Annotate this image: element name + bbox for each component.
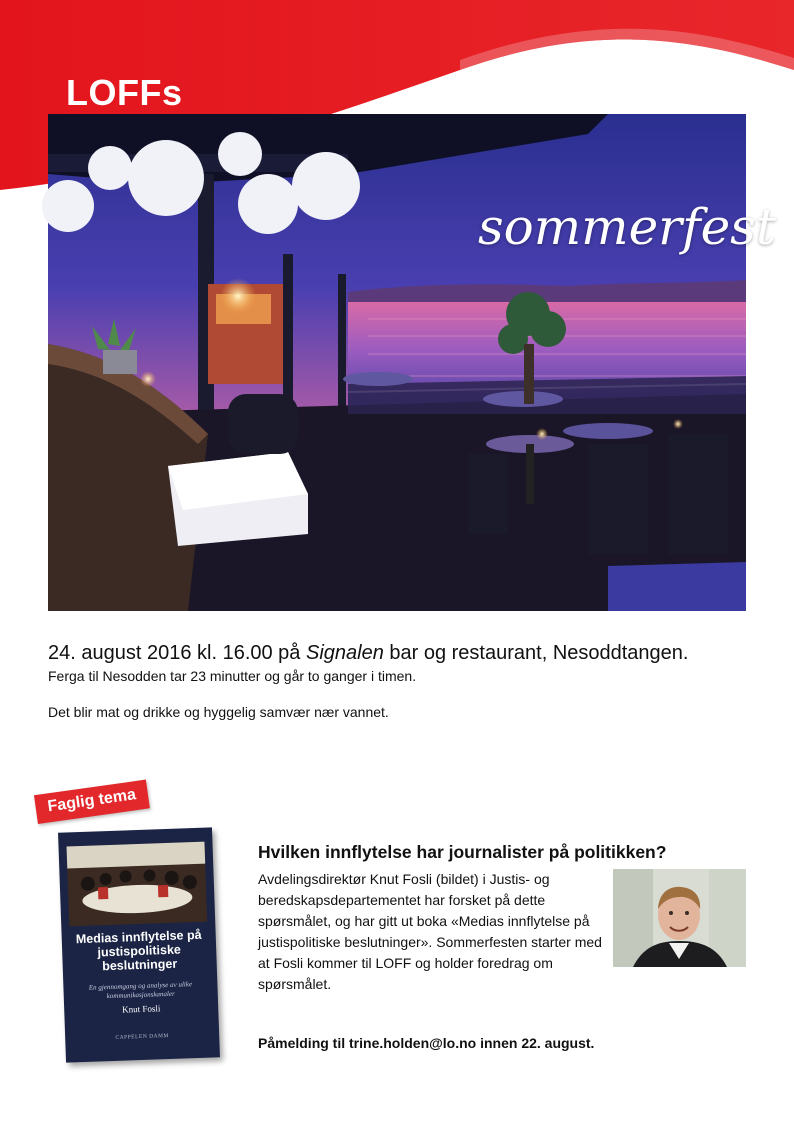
ferry-info: Ferga til Nesodden tar 23 minutter og går to ganger i timen. (48, 668, 417, 684)
book-cover-image (48, 820, 228, 1070)
event-venue: Signalen (305, 642, 384, 664)
event-date-suffix: bar og restaurant, Nesoddtangen. (383, 642, 689, 664)
book-title: Medias innflytelse på justispolitiske beslutninger (75, 927, 202, 974)
book-subtitle: En gjennomgang og analyse av ulike kommunikasjonskanaler (88, 980, 193, 1001)
event-info (48, 640, 768, 720)
food-info: Det blir mat og drikke og hyggelig samvær nær vannet. (48, 704, 389, 720)
article-heading: Hvilken innflytelse har journalister på politikken? (258, 842, 667, 862)
brand-title: LOFFs (66, 72, 183, 113)
article-body: Avdelingsdirektør Knut Fosli (bildet) i Justis- og beredskapsdepartementet har forsket på dette spørsmålet, og har gitt ut boka «Medias innflytelse på justispolitiske beslutninger». Sommerfesten starter med at Fosli kommer til LOFF og holder foredrag om spørsmålet. (258, 871, 602, 992)
hero-photo (48, 114, 776, 611)
book-cover-photo (67, 842, 208, 927)
hero-title: sommerfest (478, 198, 776, 256)
portrait-photo (613, 869, 746, 967)
signup-info: Påmelding til trine.holden@lo.no innen 22. august. (258, 1035, 595, 1051)
book-publisher: CAPPELEN DAMM (115, 1033, 170, 1041)
book-author: Knut Fosli (121, 1003, 161, 1015)
faglig-tema-badge: Faglig tema (34, 780, 150, 824)
event-date-line (48, 640, 768, 666)
book-cover (58, 827, 220, 1062)
event-date-prefix: 24. august 2016 kl. 16.00 på (48, 642, 306, 664)
